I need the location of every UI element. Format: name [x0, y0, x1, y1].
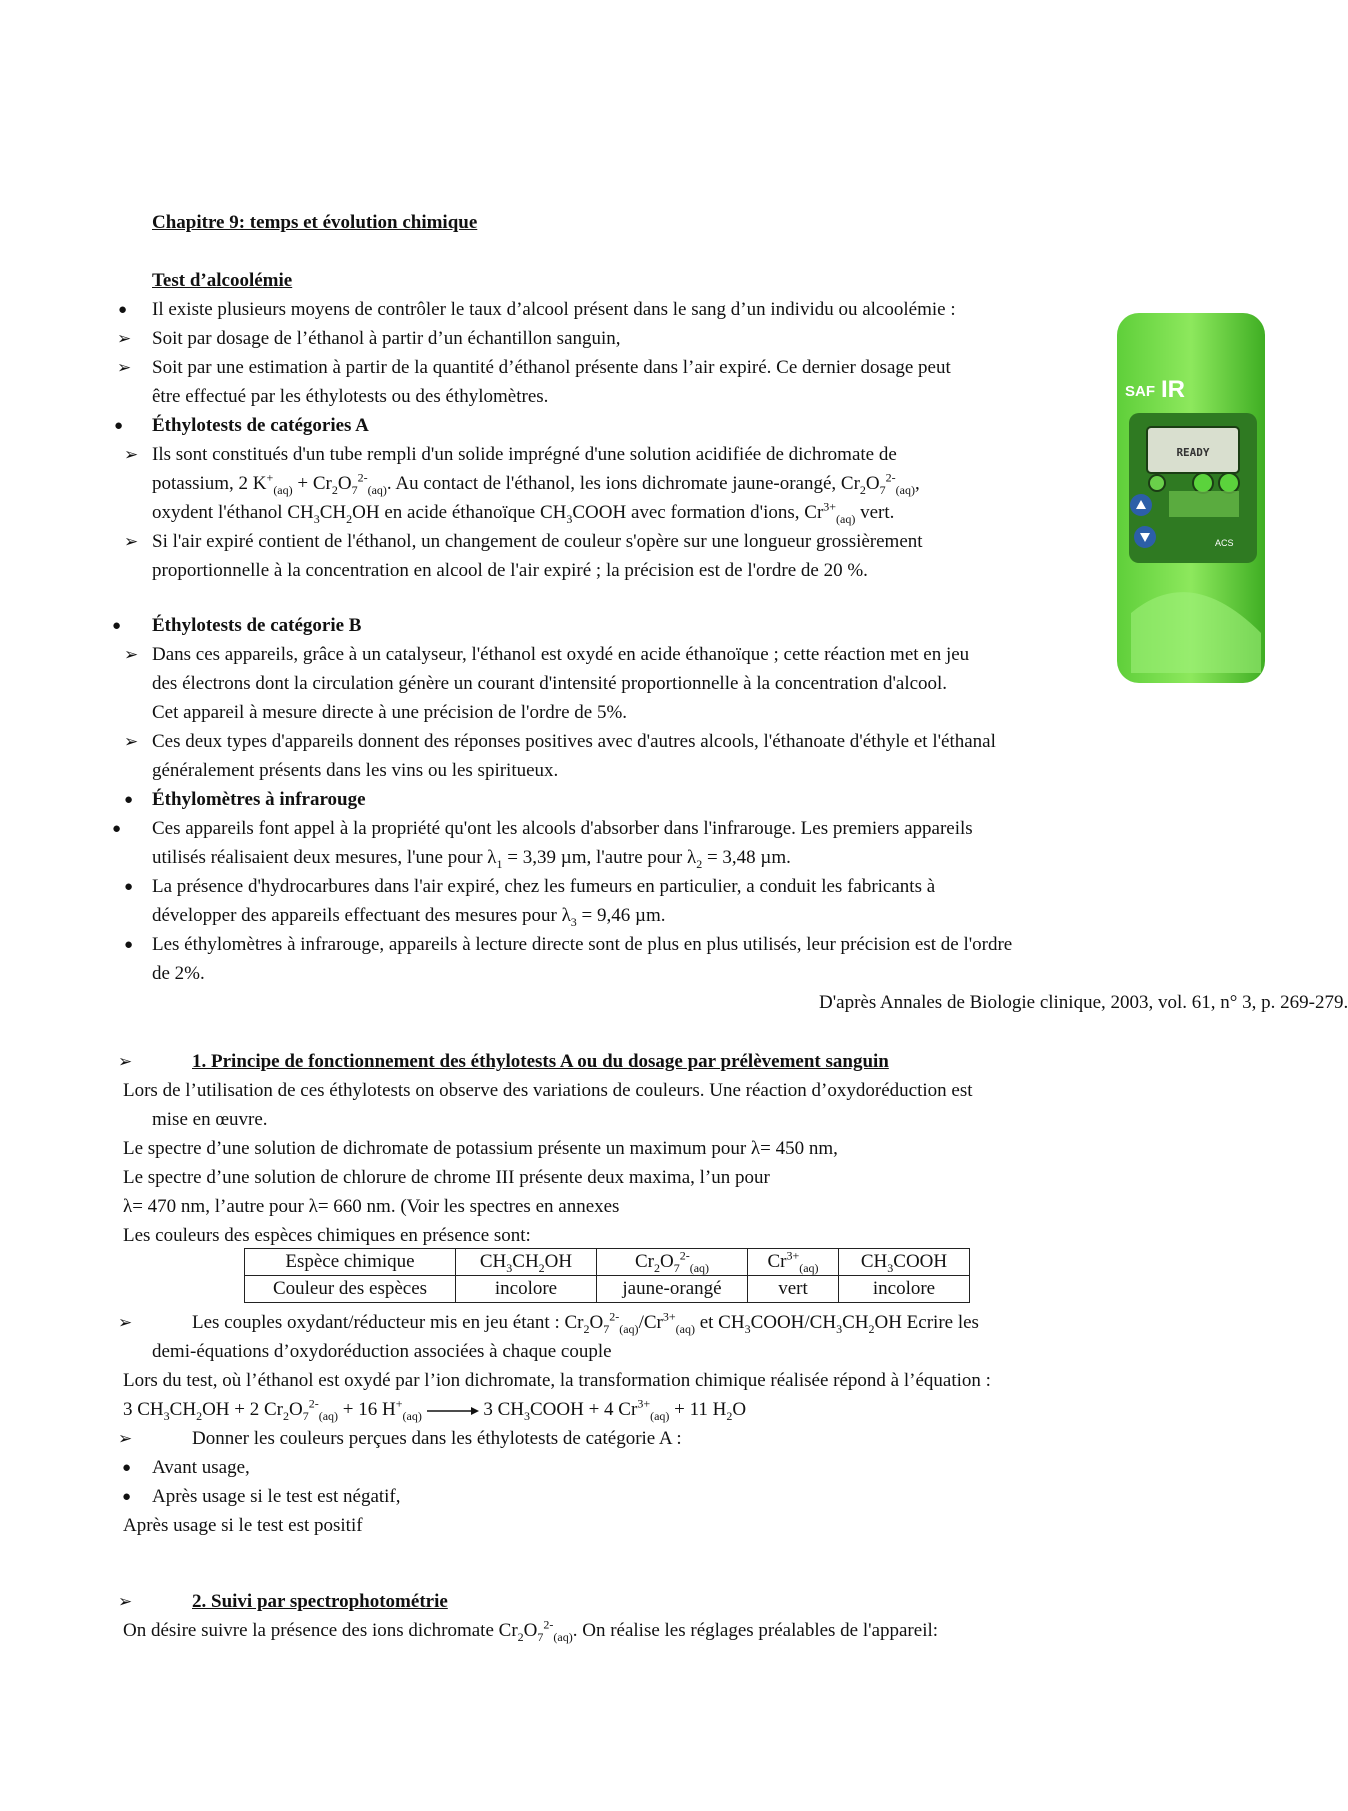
cat-a-heading: Éthylotests de catégories A	[152, 415, 369, 436]
arrow-bullet-icon: ➢	[118, 1313, 133, 1332]
ir-line: de 2%.	[152, 963, 205, 984]
arrow-bullet-icon: ➢	[118, 1592, 133, 1611]
bullet-icon: ●	[112, 821, 122, 837]
bullet-icon: ●	[124, 792, 134, 808]
ir-heading: Éthylomètres à infrarouge	[152, 789, 366, 810]
table-cell: Couleur des espèces	[245, 1276, 456, 1303]
bullet-icon: ●	[122, 1460, 132, 1476]
q1-line: demi-équations d’oxydoréduction associées à chaque couple	[152, 1341, 612, 1362]
q1-line: Après usage si le test est positif	[123, 1515, 363, 1536]
table-cell: jaune-orangé	[597, 1276, 748, 1303]
bullet-icon: ●	[118, 302, 128, 318]
species-color-table	[244, 1248, 970, 1303]
arrow-bullet-icon: ➢	[117, 329, 132, 348]
source-citation: D'après Annales de Biologie clinique, 2003, vol. 61, n° 3, p. 269-279.	[819, 992, 1348, 1013]
arrow-bullet-icon: ➢	[124, 645, 139, 664]
cat-a-line: Ils sont constitués d'un tube rempli d'un solide imprégné d'une solution acidifiée de dichromate de	[152, 444, 897, 465]
ir-line: Ces appareils font appel à la propriété qu'ont les alcools d'absorber dans l'infrarouge. Les premiers appareils	[152, 818, 973, 839]
cat-b-line: Ces deux types d'appareils donnent des réponses positives avec d'autres alcools, l'éthanoate d'éthyle et l'éthanal	[152, 731, 996, 752]
device-brand: SAF	[1125, 383, 1155, 400]
bullet-icon: ●	[124, 937, 134, 953]
table-cell: $CH_3COOH$	[839, 1249, 970, 1276]
reaction-arrow-icon	[427, 1406, 479, 1416]
cat-b-line: Dans ces appareils, grâce à un catalyseur, l'éthanol est oxydé en acide éthanoïque ; cette réaction met en jeu	[152, 644, 970, 665]
q1-line: Les couleurs des espèces chimiques en présence sont:	[123, 1225, 531, 1246]
bullet-icon: ●	[112, 618, 122, 634]
table-row	[245, 1249, 970, 1276]
cat-a-line: potassium, 2 $K^+_{(aq)} + Cr_2O_7^{2-}_{(aq)}$. Au contact de l'éthanol, les ions dichromate jaune-orangé, $Cr_2O_7^{2-}_{(aq)}$,	[152, 470, 920, 497]
q1-line: Donner les couleurs perçues dans les éthylotests de catégorie A :	[192, 1428, 682, 1449]
table-cell: incolore	[839, 1276, 970, 1303]
cat-a-line: Si l'air expiré contient de l'éthanol, un changement de couleur s'opère sur une longueur grossièrement	[152, 531, 923, 552]
table-cell: incolore	[456, 1276, 597, 1303]
arrow-bullet-icon: ➢	[117, 358, 132, 377]
bullet-icon: ●	[122, 1489, 132, 1505]
table-cell: $Cr_2O_7^{2-}_{(aq)}$	[597, 1249, 748, 1276]
ir-line: développer des appareils effectuant des mesures pour $\lambda_3 = 9,46$ µm.	[152, 905, 666, 929]
breathalyzer-image	[1111, 313, 1271, 683]
bullet-icon: ●	[114, 418, 124, 434]
cat-b-line: Cet appareil à mesure directe à une précision de l'ordre de 5%.	[152, 702, 628, 723]
intro-line: être effectué par les éthylotests ou des éthylomètres.	[152, 386, 549, 407]
device-badge: ACS	[1215, 538, 1234, 548]
q2-heading: 2. Suivi par spectrophotométrie	[192, 1591, 448, 1612]
section-title: Test d’alcoolémie	[152, 270, 293, 291]
arrow-bullet-icon: ➢	[124, 532, 139, 551]
q1-heading: 1. Principe de fonctionnement des éthylotests A ou du dosage par prélèvement sanguin	[192, 1051, 889, 1072]
q1-bullet: Après usage si le test est négatif,	[152, 1486, 401, 1507]
q1-line: Le spectre d’une solution de chlorure de chrome III présente deux maxima, l’un pour	[123, 1167, 770, 1188]
intro-line: Il existe plusieurs moyens de contrôler le taux d’alcool présent dans le sang d’un individu ou alcoolémie :	[152, 299, 956, 320]
q2-line: On désire suivre la présence des ions dichromate $Cr_2O_7^{2-}_{(aq)}$. On réalise les réglages préalables de l'appareil:	[123, 1617, 939, 1644]
table-cell: Espèce chimique	[245, 1249, 456, 1276]
q1-bullet: Avant usage,	[152, 1457, 250, 1478]
ir-line: Les éthylomètres à infrarouge, appareils à lecture directe sont de plus en plus utilisés, leur précision est de l'ordre	[152, 934, 1013, 955]
q1-couples: Les couples oxydant/réducteur mis en jeu étant : $Cr_2O_7^{2-}_{(aq)}/Cr^{3+}_{(aq)}$ et $CH_3COOH/CH_3CH_2OH$ Ecrire les	[192, 1309, 979, 1336]
table-cell: $CH_3CH_2OH$	[456, 1249, 597, 1276]
arrow-bullet-icon: ➢	[124, 445, 139, 464]
table-cell: vert	[748, 1276, 839, 1303]
device-screen-text: READY	[1176, 446, 1210, 459]
device-brand-ir: IR	[1161, 376, 1185, 403]
intro-line: Soit par une estimation à partir de la quantité d’éthanol présente dans l’air expiré. Ce dernier dosage peut	[152, 357, 951, 378]
q1-line: mise en œuvre.	[152, 1109, 268, 1130]
cat-b-line: généralement présents dans les vins ou les spiritueux.	[152, 760, 559, 781]
q1-line: λ= 470 nm, l’autre pour λ= 660 nm. (Voir les spectres en annexes	[123, 1196, 620, 1217]
cat-a-line: proportionnelle à la concentration en alcool de l'air expiré ; la précision est de l'ordre de 20 %.	[152, 560, 868, 581]
q1-line: Lors de l’utilisation de ces éthylotests on observe des variations de couleurs. Une réaction d’oxydoréduction est	[123, 1080, 973, 1101]
bullet-icon: ●	[124, 879, 134, 895]
intro-line: Soit par dosage de l’éthanol à partir d’un échantillon sanguin,	[152, 328, 621, 349]
q1-line: Lors du test, où l’éthanol est oxydé par l’ion dichromate, la transformation chimique réalisée répond à l’équation :	[123, 1370, 991, 1391]
arrow-bullet-icon: ➢	[124, 732, 139, 751]
cat-b-heading: Éthylotests de catégorie B	[152, 615, 362, 636]
table-cell: $Cr^{3+}_{(aq)}$	[748, 1249, 839, 1276]
page-title: Chapitre 9: temps et évolution chimique	[152, 212, 478, 233]
cat-a-line: oxydent l'éthanol $CH_3CH_2OH$ en acide éthanoïque $CH_3COOH$ avec formation d'ions, $Cr^{3+}_{(aq)}$ vert.	[152, 499, 895, 526]
q1-line: Le spectre d’une solution de dichromate de potassium présente un maximum pour λ= 450 nm,	[123, 1138, 838, 1159]
table-row	[245, 1276, 970, 1303]
cat-b-line: des électrons dont la circulation génère un courant d'intensité proportionnelle à la concentration d'alcool.	[152, 673, 948, 694]
chemical-equation: 3 $CH_3CH_2OH + 2$ $Cr_2O_7^{2-}_{(aq)} + 16$ $H^+_{(aq)}$ 3 $CH_3COOH + 4$ $Cr^{3+}_{(aq)} + 11$ $H_2O$	[123, 1396, 747, 1423]
arrow-bullet-icon: ➢	[118, 1429, 133, 1448]
ir-line: utilisés réalisaient deux mesures, l'une pour $\lambda_1 = 3,39$ µm, l'autre pour $\lambda_2 = 3,48$ µm.	[152, 847, 791, 871]
ir-line: La présence d'hydrocarbures dans l'air expiré, chez les fumeurs en particulier, a conduit les fabricants à	[152, 876, 936, 897]
arrow-bullet-icon: ➢	[118, 1052, 133, 1071]
